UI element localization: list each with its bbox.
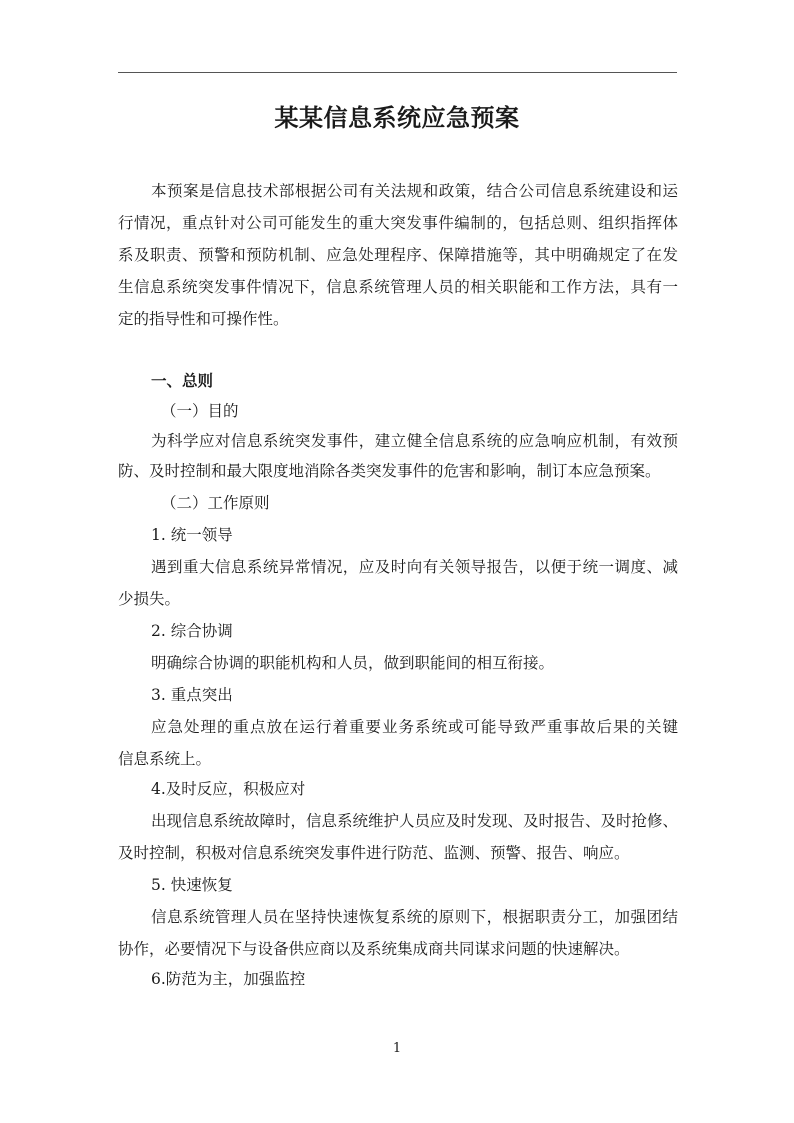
purpose-line: 防、及时控制和最大限度地消除各类突发事件的危害和影响，制订本应急预案。 xyxy=(118,462,661,480)
principle-line: 信息系统上。 xyxy=(118,750,212,768)
page-number: 1 xyxy=(392,1041,402,1056)
principle-line: 明确综合协调的职能机构和人员，做到职能间的相互衔接。 xyxy=(151,654,555,672)
principle-heading: 3. 重点突出 xyxy=(151,686,233,704)
principle-line: 信息系统管理人员在坚持快速恢复系统的原则下，根据职责分工，加强团结 xyxy=(151,908,678,926)
purpose-line: 为科学应对信息系统突发事件，建立健全信息系统的应急响应机制，有效预 xyxy=(151,432,678,450)
intro-line: 定的指导性和可操作性。 xyxy=(118,310,289,328)
principle-line: 应急处理的重点放在运行着重要业务系统或可能导致严重事故后果的关键 xyxy=(151,718,678,736)
intro-line: 系及职责、预警和预防机制、应急处理程序、保障措施等，其中明确规定了在发 xyxy=(118,246,678,264)
principle-line: 少损失。 xyxy=(118,590,181,608)
principle-heading: 4.及时反应，积极应对 xyxy=(151,780,306,798)
header-rule xyxy=(118,72,677,73)
intro-line: 本预案是信息技术部根据公司有关法规和政策，结合公司信息系统建设和运 xyxy=(151,182,678,200)
section-heading-general: 一、总则 xyxy=(151,371,214,390)
principle-heading: 5. 快速恢复 xyxy=(151,876,233,894)
principle-line: 遇到重大信息系统异常情况，应及时向有关领导报告，以便于统一调度、减 xyxy=(151,558,678,576)
principle-line: 协作，必要情况下与设备供应商以及系统集成商共同谋求问题的快速解决。 xyxy=(118,940,630,958)
principle-line: 出现信息系统故障时，信息系统维护人员应及时发现、及时报告、及时抢修、 xyxy=(151,812,679,830)
subsection-heading-principles: （二）工作原则 xyxy=(161,494,270,512)
principle-heading: 2. 综合协调 xyxy=(151,622,233,640)
principle-heading: 6.防范为主，加强监控 xyxy=(151,970,306,988)
intro-line: 行情况，重点针对公司可能发生的重大突发事件编制的，包括总则、组织指挥体 xyxy=(118,214,678,232)
principle-heading: 1. 统一领导 xyxy=(151,526,233,544)
intro-line: 生信息系统突发事件情况下，信息系统管理人员的相关职能和工作方法，具有一 xyxy=(118,278,678,296)
principle-line: 及时控制，积极对信息系统突发事件进行防范、监测、预警、报告、响应。 xyxy=(118,844,630,862)
subsection-heading-purpose: （一）目的 xyxy=(161,402,239,420)
document-title: 某某信息系统应急预案 xyxy=(274,103,520,132)
